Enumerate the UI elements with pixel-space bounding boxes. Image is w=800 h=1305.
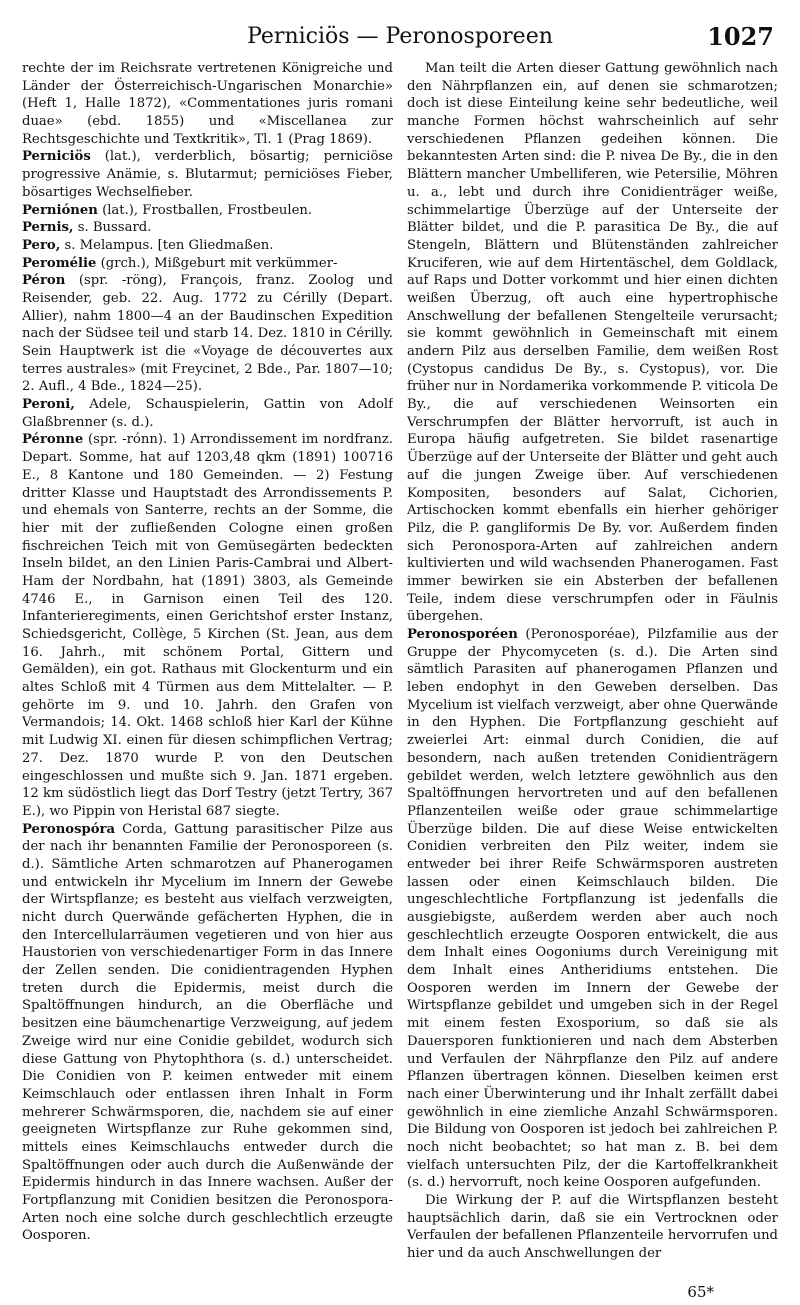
left-column	[22, 60, 393, 1277]
entry-text: Corda, Gattung parasitischer Pilze aus der nach ihr benannten Familie der Peronosporeen (s. d.). Sämtliche Arten schmarotzen auf Phanerogamen und entwickeln ihr Mycelium im Innern der Gewebe der Wirtspflanze; es besteht aus vielfach verzweigten, nicht durch Querwände gefächerten Hyphen, die in den Intercellularräumen vegetieren und von hier aus Haustorien von verschiedenartiger Form in das Innere der Zellen senden. Die conidientragenden Hyphen treten durch die Epidermis, meist durch die Spaltöffnungen hindurch, an die Oberfläche und besitzen eine bäumchenartige Verzweigung, auf jedem Zweige wird nur eine Conidie gebildet, wodurch sich diese Gattung von Phytophthora (s. d.) unterscheidet. Die Conidien von P. keimen entweder mit einem Keimschlauch oder entlassen ihren Inhalt in Form mehrerer Schwärmsporen, die, nachdem sie auf einer geeigneten Wirtspflanze zur Ruhe gekommen sind, mittels eines Keimschlauchs entweder durch die Spaltöffnungen oder auch durch die Außenwände der Epidermis hindurch in das Innere wachsen. Außer der Fortpflanzung mit Conidien besitzen die Peronospora-Arten noch eine solche durch geschlechtlich erzeugte Oosporen.	[22, 821, 393, 1244]
entry-text: s. Bussard.	[73, 220, 152, 236]
entry-paragraph	[407, 60, 778, 626]
page-header	[20, 10, 780, 50]
entry-text: (grch.), Mißgeburt mit verkümmer-	[96, 255, 338, 271]
dictionary-entry	[22, 148, 393, 201]
entry-headword: Péron	[22, 273, 66, 289]
entry-headword: Pero,	[22, 237, 61, 253]
dictionary-entry	[22, 272, 393, 396]
dictionary-entry	[407, 626, 778, 1192]
dictionary-entry	[22, 237, 393, 255]
entry-headword: Perniónen	[22, 202, 98, 218]
running-head: Perniciös — Peronosporeen	[247, 24, 553, 49]
dictionary-entry	[22, 255, 393, 273]
dictionary-entry	[22, 202, 393, 220]
entry-text: Adele, Schauspielerin, Gattin von Adolf Glaßbrenner (s. d.).	[22, 397, 393, 430]
entry-text: Die Wirkung der P. auf die Wirtspflanzen besteht hauptsächlich darin, daß sie ein Vertrocknen oder Verfaulen der befallenen Pflanzenteile hervorrufen und hier und da auch Anschwellungen der	[407, 1193, 778, 1262]
entry-text: s. Melampus. [ten Gliedmaßen.	[60, 237, 274, 253]
entry-text: (spr. -rónn). 1) Arrondissement im nordfranz. Depart. Somme, hat auf 1203,48 qkm (1891) 100716 E., 8 Kantone und 180 Gemeinden. — 2) Festung dritter Klasse und Hauptstadt des Arrondissements P. und ehemals von Santerre, rechts an der Somme, die hier mit der zufließenden Cologne einen großen fischreichen Teich mit von Gemüsegärten bedeckten Inseln bildet, an den Linien Paris-Cambrai und Albert-Ham der Nordbahn, hat (1891) 3803, als Gemeinde 4746 E., in Garnison einen Teil des 120. Infanterieregiments, einen Gerichtshof erster Instanz, Schiedsgericht, Collège, 5 Kirchen (St. Jean, aus dem 16. Jahrh., mit schönem Portal, Gittern und Gemälden), ein got. Rathaus mit Glockenturm und ein altes Schloß mit 4 Türmen aus dem Mittelalter. — P. gehörte im 9. und 10. Jahrh. den Grafen von Vermandois; 14. Okt. 1468 schloß hier Karl der Kühne mit Ludwig XI. einen für diesen schimpflichen Vertrag; 27. Dez. 1870 wurde P. von den Deutschen eingeschlossen und mußte sich 9. Jan. 1871 ergeben. 12 km südöstlich liegt das Dorf Testry (jetzt Tertry, 367 E.), wo Pippin von Heristal 687 siegte.	[22, 432, 393, 819]
entry-headword: Peronosporéen	[407, 627, 518, 642]
entry-headword: Pernis,	[22, 220, 74, 236]
text-columns	[22, 60, 778, 1277]
entry-headword: Péronne	[22, 432, 84, 448]
entry-headword: Peroni,	[22, 397, 75, 413]
entry-text: Man teilt die Arten dieser Gattung gewöhnlich nach den Nährpflanzen ein, auf denen sie schmarotzen; doch ist diese Einteilung keine sehr bedeutliche, weil manche Formen höchst wahrscheinlich auf sehr verschiedenen Pflanzen gedeihen können. Die bekanntesten Arten sind: die P. nivea De By., die in den Blättern mancher Umbelliferen, wie Petersilie, Möhren u. a., lebt und durch ihre Conidienträger weiße, schimmelartige Überzüge auf der Unterseite der Blätter bildet, und die P. parasitica De By., die auf Stengeln, Blättern und Blütenständen zahlreicher Kruciferen, wie auf dem Hirtentäschel, dem Goldlack, auf Raps und Dotter vorkommt und hier einen dichten weißen Überzug, oft auch eine hypertrophische Anschwellung der befallenen Stengelteile verursacht; sie kommt gewöhnlich in Gemeinschaft mit einem andern Pilz aus derselben Familie, dem weißen Rost (Cystopus candidus De By., s. Cystopus), vor. Die früher nur in Nordamerika vorkommende P. viticola De By., die auf verschiedenen Weinsorten ein Verschrumpfen der Blätter hervorruft, ist auch in Europa häufig aufgetreten. Sie bildet rasenartige Überzüge auf der Unterseite der Blätter und geht auch auf die jungen Zweige über. Auf verschiedenen Kompositen, besonders auf Salat, Cichorien, Artischocken kommt ebenfalls ein hierher gehöriger Pilz, die P. gangliformis De By. vor. Außerdem finden sich Peronospora-Arten auf zahlreichen andern kultivierten und wild wachsenden Phanerogamen. Fast immer bewirken sie ein Absterben der befallenen Teile, indem diese verschrumpfen oder in Fäulnis übergehen.	[407, 61, 778, 625]
dictionary-entry	[22, 431, 393, 820]
entry-headword: Peromélie	[22, 255, 97, 271]
entry-text: (spr. -röng), François, franz. Zoolog und Reisender, geb. 22. Aug. 1772 zu Cérilly (Depart. Allier), nahm 1800—4 an der Baudinschen Expedition nach der Südsee teil und starb 14. Dez. 1810 in Cérilly. Sein Hauptwerk ist die «Voyage de découvertes aux terres australes» (mit Freycinet, 2 Bde., Par. 1807—10; 2. Aufl., 4 Bde., 1824—25).	[22, 273, 393, 395]
dictionary-entry	[22, 821, 393, 1246]
entry-paragraph	[22, 60, 393, 148]
dictionary-entry	[22, 396, 393, 431]
printer-signature: 65*	[687, 1283, 714, 1301]
entry-text: rechte der im Reichsrate vertretenen Königreiche und Länder der Österreichisch-Ungarischen Monarchie» (Heft 1, Halle 1872), «Commentationes juris romani duae» (ebd. 1855) und «Miscellanea zur Rechtsgeschichte und Textkritik», Tl. 1 (Prag 1869).	[22, 61, 393, 147]
entry-text: (lat.), verderblich, bösartig; perniciöse progressive Anämie, s. Blutarmut; perniciöses Fieber, bösartiges Wechselfieber.	[22, 149, 393, 200]
entry-text: (Peronosporéae), Pilzfamilie aus der Gruppe der Phycomyceten (s. d.). Die Arten sind sämtlich Parasiten auf phanerogamen Pflanzen und leben endophyt in den Geweben derselben. Das Mycelium ist vielfach verzweigt, aber ohne Querwände in den Hyphen. Die Fortpflanzung geschieht auf zweierlei Art: einmal durch Conidien, die auf besondern, nach außen tretenden Conidienträgern gebildet werden, welch letztere gewöhnlich aus den Spaltöffnungen hervortreten und auf den befallenen Pflanzenteilen weiße oder graue schimmelartige Überzüge bilden. Die auf diese Weise entwickelten Conidien verbreiten den Pilz weiter, indem sie entweder bei ihrer Reife Schwärmsporen austreten lassen oder einen Keimschlauch bilden. Die ungeschlechtliche Fortpflanzung ist jedenfalls die ausgiebigste, außerdem werden aber auch noch geschlechtlich erzeugte Oosporen entwickelt, die aus dem Inhalt eines Oogoniums durch Vereinigung mit dem Inhalt eines Antheridiums entstehen. Die Oosporen werden im Innern der Gewebe der Wirtspflanze gebildet und umgeben sich in der Regel mit einem festen Exosporium, so daß sie als Dauersporen funktionieren und nach dem Absterben und Verfaulen der Nährpflanze den Pilz auf andere Pflanzen übertragen können. Dieselben keimen erst nach einer Überwinterung und ihr Inhalt zerfällt dabei gewöhnlich in eine ziemliche Anzahl Schwärmsporen. Die Bildung von Oosporen ist jedoch bei zahlreichen P. noch nicht beobachtet; so hat man z. B. bei dem vielfach untersuchten Pilz, der die Kartoffelkrankheit (s. d.) hervorruft, noch keine Oosporen aufgefunden.	[407, 627, 778, 1191]
right-column	[407, 60, 778, 1277]
entry-paragraph	[407, 1192, 778, 1263]
entry-headword: Perniciös	[22, 149, 91, 165]
entry-text: (lat.), Frostballen, Frostbeulen.	[97, 202, 313, 218]
entry-headword: Peronospóra	[22, 821, 116, 837]
page-number: 1027	[707, 22, 774, 51]
dictionary-entry	[22, 219, 393, 237]
